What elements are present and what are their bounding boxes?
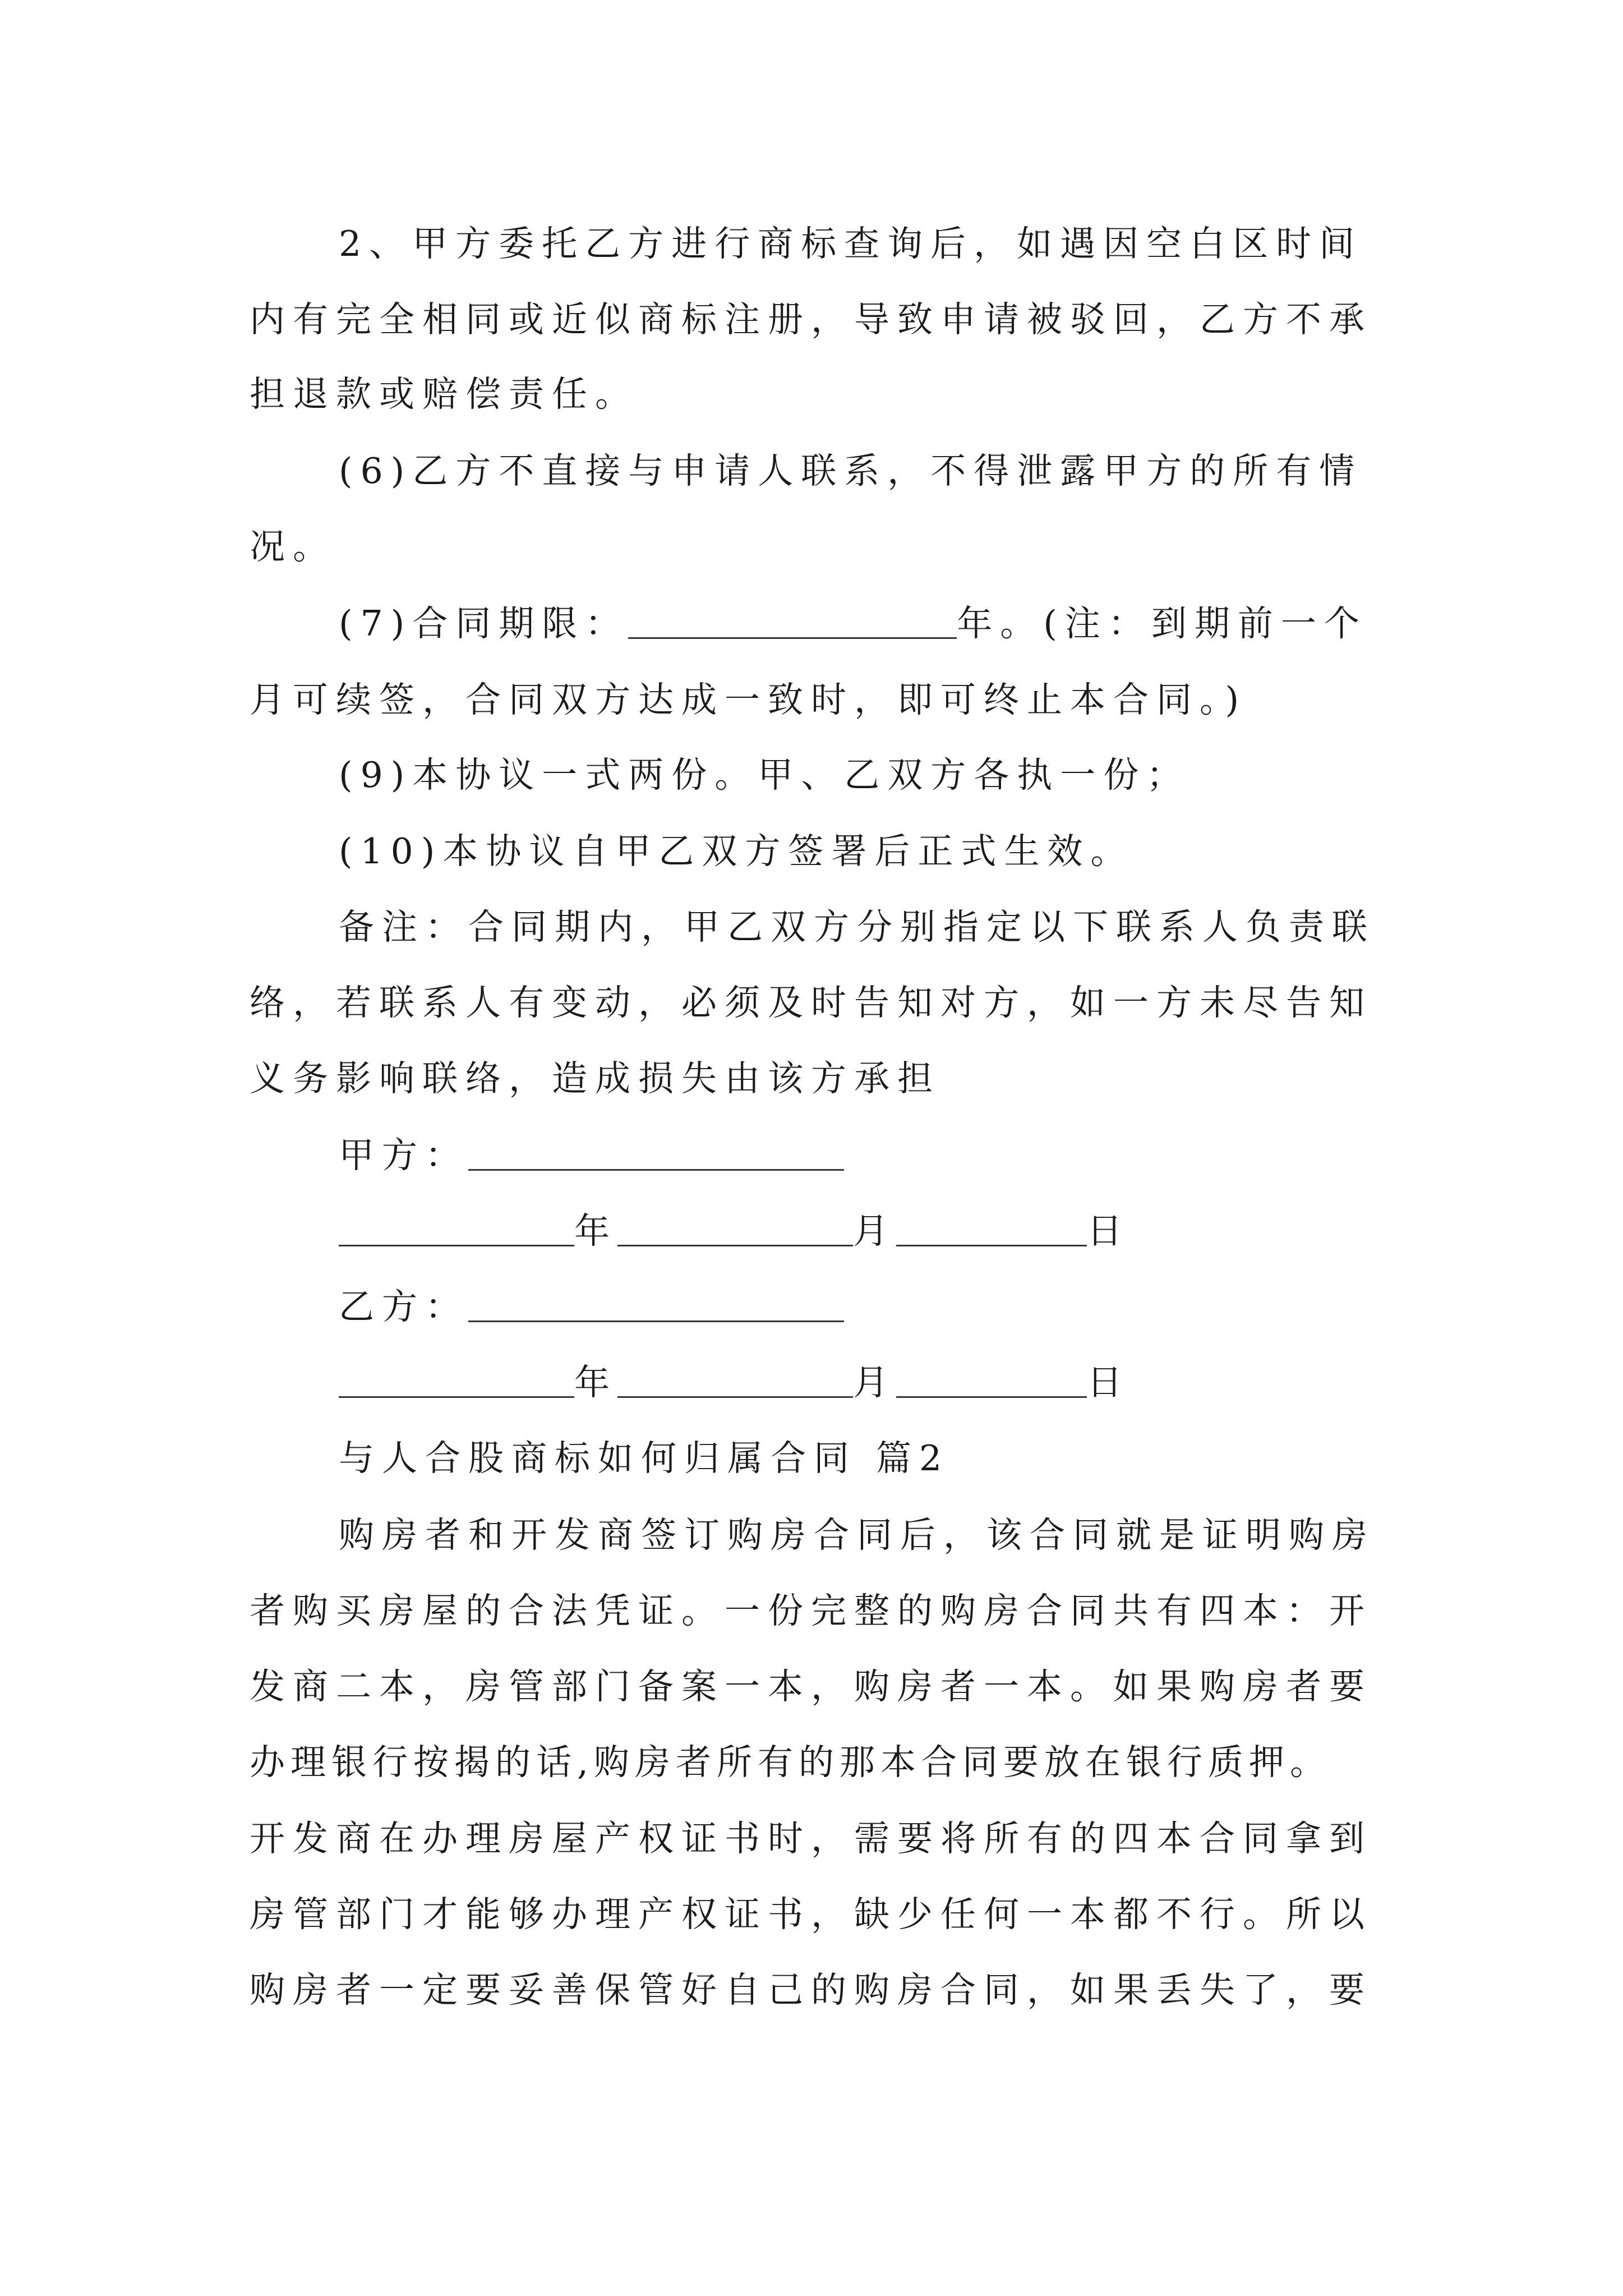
party-a-day-label: 日 [1087,1211,1130,1251]
section-title: 与人合股商标如何归属合同 篇2 [339,1438,950,1479]
party-b-day-label: 日 [1087,1362,1130,1403]
section2-line-2: 者购买房屋的合法凭证。一份完整的购房合同共有四本：开 [250,1590,1372,1631]
party-b-month-label: 月 [853,1362,896,1403]
clause-7-after-blank: 年。(注：到期前一个 [957,603,1367,644]
party-a-year-blank [339,1211,574,1246]
clause-2-line-1: 2、甲方委托乙方进行商标查询后，如遇因空白区时间 [339,223,1363,264]
clause-6-line-1: (6)乙方不直接与申请人联系，不得泄露甲方的所有情 [339,450,1363,491]
remark-line-2: 络，若联系人有变动，必须及时告知对方，如一方未尽告知 [250,982,1372,1023]
section2-line-6: 房管部门才能够办理产权证书，缺少任何一本都不行。所以 [250,1894,1372,1935]
section2-line-3: 发商二本，房管部门备案一本，购房者一本。如果购房者要 [250,1666,1372,1707]
party-a-date-line [339,1209,1130,1254]
clause-6-line-2: 况。 [250,526,336,567]
remark-line-1: 备注：合同期内，甲乙双方分别指定以下联系人负责联 [339,907,1375,947]
clause-7-label: (7)合同期限： [339,603,629,644]
clause-2-line-2: 内有完全相同或近似商标注册，导致申请被驳回，乙方不承 [250,299,1372,340]
party-b-day-blank [896,1363,1087,1398]
section2-line-1: 购房者和开发商签订购房合同后，该合同就是证明购房 [339,1515,1375,1556]
clause-2-line-3: 担退款或赔偿责任。 [250,374,638,415]
party-a-day-blank [896,1211,1087,1246]
party-b-date-line [339,1360,1130,1405]
party-b-month-blank [617,1363,853,1398]
party-b-label: 乙方： [339,1286,468,1327]
clause-10: (10)本协议自甲乙双方签署后正式生效。 [339,831,1134,872]
party-a-name-blank [468,1135,844,1171]
remark-line-3: 义务影响联络，造成损失由该方承担 [250,1058,940,1099]
clause-7-line-2: 月可续签，合同双方达成一致时，即可终止本合同。) [250,679,1247,720]
clause-7-line-1 [339,601,1367,646]
clause-9: (9)本协议一式两份。甲、乙双方各执一份； [339,754,1190,795]
section2-line-4: 办理银行按揭的话,购房者所有的那本合同要放在银行质押。 [250,1742,1331,1783]
party-b-name-blank [468,1287,844,1322]
party-a-year-label: 年 [574,1211,617,1251]
party-b-signature-line [339,1285,844,1329]
party-b-year-blank [339,1363,574,1398]
party-a-label: 甲方： [339,1135,468,1176]
party-a-month-label: 月 [853,1211,896,1251]
contract-term-blank [628,604,957,639]
party-a-month-blank [617,1211,853,1246]
party-b-year-label: 年 [574,1362,617,1403]
party-a-signature-line [339,1133,844,1178]
section2-line-7: 购房者一定要妥善保管好自己的购房合同，如果丢失了，要 [250,1970,1372,2010]
section2-line-5: 开发商在办理房屋产权证书时，需要将所有的四本合同拿到 [250,1818,1372,1859]
